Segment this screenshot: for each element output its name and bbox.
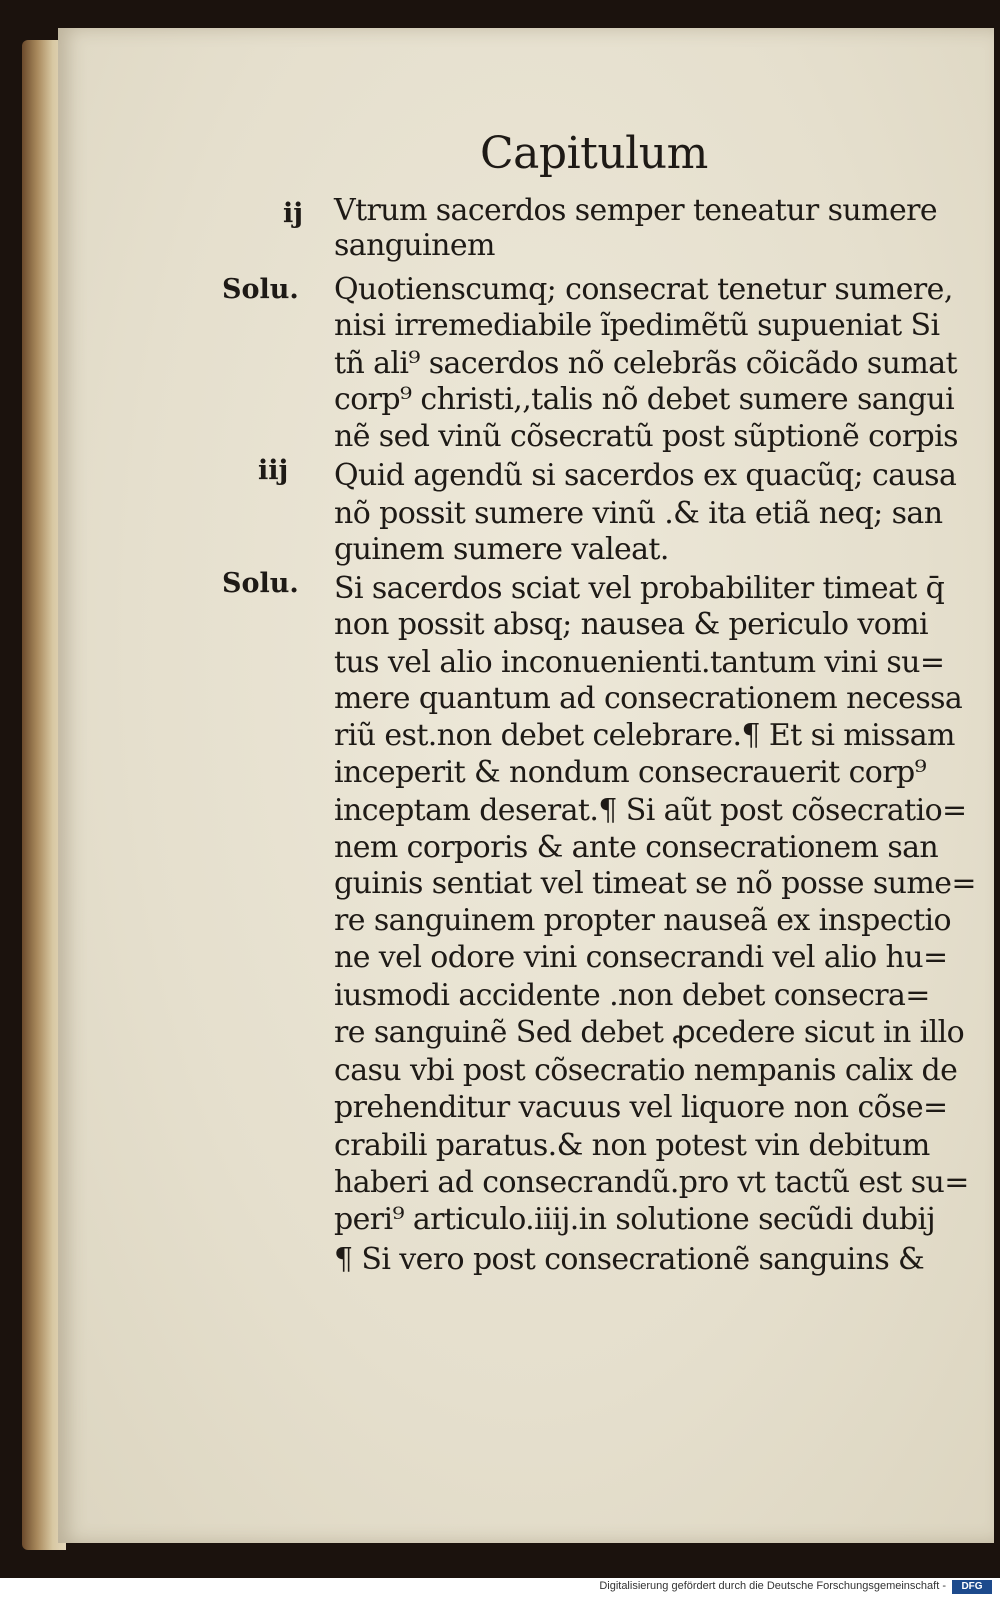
text-line: re sanguinẽ Sed debet ꝓcedere sicut in illo [334,1015,965,1050]
margin-marker: iij [258,455,289,486]
chapter-heading: Capitulum [480,128,708,179]
text-line: crabili paratus.& non potest vin debitum [334,1128,930,1163]
text-line: tus vel alio inconuenienti.tantum vini su= [334,645,945,680]
text-line: nẽ sed vinũ cõsecratũ post sũptionẽ corpis [334,419,958,454]
text-line: guinis sentiat vel timeat se nõ posse sume= [334,866,976,901]
text-line: re sanguinem propter nauseã ex inspectio [334,903,952,938]
margin-marker: Solu. [222,274,299,305]
text-line: peri⁹ articulo.iiij.in solutione secũdi dubij [334,1202,936,1237]
margin-marker: ij [283,198,304,229]
text-line: nem corporis & ante consecrationem san [334,830,939,865]
text-line: sanguinem [334,228,495,263]
text-line: inceperit & nondum consecrauerit corp⁹ [334,755,927,790]
text-line: non possit absq; nausea & periculo vomi [334,607,929,642]
text-line: ne vel odore vini consecrandi vel alio hu= [334,940,948,975]
text-line: tñ ali⁹ sacerdos nõ celebrãs cõicãdo sumat [334,346,957,381]
footer-credit: Digitalisierung gefördert durch die Deutsche Forschungsgemeinschaft - [599,1580,946,1592]
text-line: iusmodi accidente .non debet consecra= [334,978,930,1013]
text-line: Vtrum sacerdos semper teneatur sumere [334,193,938,228]
text-line: Si sacerdos sciat vel probabiliter timeat q̄ [334,571,945,606]
margin-marker: Solu. [222,568,299,599]
footer-bar [0,1578,1000,1597]
text-line: Quotienscumq; consecrat tenetur sumere, [334,272,953,307]
text-line: nisi irremediabile ĩpedimẽtũ supueniat Si [334,308,940,343]
text-line: ¶ Si vero post consecrationẽ sanguins & [334,1242,925,1277]
text-line: guinem sumere valeat. [334,532,669,567]
text-line: corp⁹ christi,,talis nõ debet sumere sangui [334,382,955,417]
dfg-logo: DFG [952,1580,992,1594]
text-line: mere quantum ad consecrationem necessa [334,681,963,716]
text-line: haberi ad consecrandũ.pro vt tactũ est su= [334,1165,969,1200]
text-line: prehenditur vacuus vel liquore non cõse= [334,1090,948,1125]
text-line: riũ est.non debet celebrare.¶ Et si missam [334,718,955,753]
text-line: inceptam deserat.¶ Si aũt post cõsecratio= [334,793,967,828]
text-line: Quid agendũ si sacerdos ex quacũq; causa [334,458,957,493]
text-line: casu vbi post cõsecratio nempanis calix de [334,1053,958,1088]
text-line: nõ possit sumere vinũ .& ita etiã neq; san [334,496,943,531]
